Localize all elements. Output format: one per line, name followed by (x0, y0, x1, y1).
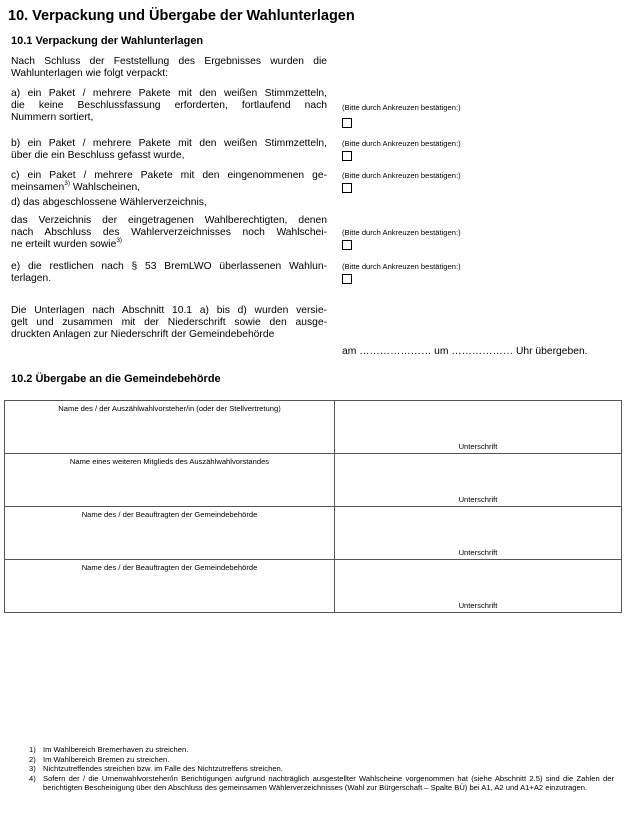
time-label: um (434, 346, 449, 357)
item-a-text (11, 88, 327, 125)
item-line: die keine Beschlussfassung erforderten, fortlaufend nach (11, 100, 327, 112)
closing-line: gelt und zusammen mit der Niederschrift sowie den ausge- (11, 317, 327, 329)
signature-field[interactable] (335, 401, 622, 454)
footnote-ref: 3) (64, 180, 71, 188)
date-field[interactable]: ………………… (359, 346, 432, 357)
intro-line: Wahlunterlagen wie folgt verpackt: (11, 68, 169, 80)
name-field[interactable] (5, 507, 335, 560)
signature-label: Unterschrift (458, 495, 498, 504)
subsection-title-packaging: 10.1 Verpackung der Wahlunterlagen (11, 35, 204, 47)
footnote: 4) Sofern der / die Urnenwahlvorsteher/in Berichtigungen aufgrund nachträglich ausgestellter Wahlscheine vorgenommen hat (siehe Abschnitt 2.5) sind die Zahlen der berichtigten Bescheinigung über den Abschluss des gemeinsamen Wählerverzeichnisses (Wahl zur Bürgerschaft – Spalte BÜ) bei A1, A2 und A1+A2 einzutragen. (29, 773, 614, 793)
footnote: 3) Nichtzutreffendes streichen bzw. im Falle des Nichtzutreffens streichen. (29, 764, 283, 774)
item-line: e) die restlichen nach § 53 BremLWO überlassenen Wahlun- (11, 261, 327, 272)
checkbox-item-b[interactable] (342, 151, 352, 161)
confirm-hint-e: (Bitte durch Ankreuzen bestätigen:) (342, 262, 461, 271)
signature-table (4, 400, 622, 613)
footnote: 1) Im Wahlbereich Bremerhaven zu streichen. (29, 745, 189, 754)
name-label: Name des / der Beauftragten der Gemeindebehörde (81, 563, 258, 572)
item-line: das Verzeichnis der eingetragenen Wahlberechtigten, denen (11, 215, 327, 226)
subsection-title-handover: 10.2 Übergabe an die Gemeindebehörde (11, 373, 221, 385)
signature-row (5, 454, 622, 507)
signature-field[interactable] (335, 560, 622, 613)
name-field[interactable] (5, 454, 335, 507)
item-register-text (11, 215, 327, 252)
checkbox-item-c[interactable] (342, 183, 352, 193)
item-line: nach Abschluss des Wahlerverzeichnisses noch Wahlschei- (11, 227, 327, 239)
name-label: Name eines weiteren Mitglieds des Auszählwahlvorstandes (69, 457, 270, 466)
item-e-text (11, 261, 327, 285)
item-line: Nummern sortiert, (11, 112, 94, 124)
handover-line (342, 346, 588, 357)
footnotes (29, 745, 614, 793)
signature-label: Unterschrift (458, 601, 498, 610)
signature-row (5, 507, 622, 560)
confirm-hint-b: (Bitte durch Ankreuzen bestätigen:) (342, 139, 461, 148)
closing-line: Die Unterlagen nach Abschnitt 10.1 a) bis d) wurden versie- (11, 305, 327, 316)
footnote-ref: 3) (116, 237, 123, 245)
confirm-hint-a: (Bitte durch Ankreuzen bestätigen:) (342, 103, 461, 112)
name-field[interactable] (5, 560, 335, 613)
checkbox-item-a[interactable] (342, 118, 352, 128)
item-line: terlagen. (11, 273, 52, 285)
signature-label: Unterschrift (458, 442, 498, 451)
item-c-text (11, 170, 327, 194)
signature-label: Unterschrift (458, 548, 498, 557)
intro-paragraph (11, 56, 327, 80)
signature-row (5, 560, 622, 613)
footnote: 2) Im Wahlbereich Bremen zu streichen. (29, 754, 170, 764)
item-line: c) ein Paket / mehrere Pakete mit den eingenommenen ge- (11, 170, 327, 181)
item-line: über die ein Beschluss gefasst wurde, (11, 150, 185, 162)
signature-field[interactable] (335, 507, 622, 560)
closing-line: druckten Anlagen zur Niederschrift der Gemeindebehörde (11, 329, 275, 341)
name-label: Name des / der Auszählwahlvorsteher/in (oder der Stellvertretung) (58, 404, 281, 413)
closing-paragraph (11, 305, 327, 342)
section-title: 10. Verpackung und Übergabe der Wahlunterlagen (8, 8, 355, 24)
item-line: ne erteilt wurden sowie$^{3)}$ (11, 237, 123, 251)
item-line: b) ein Paket / mehrere Pakete mit den weißen Stimmzetteln, (11, 138, 327, 149)
item-d-text (11, 197, 327, 209)
handover-suffix: Uhr übergeben. (515, 346, 588, 357)
item-line: d) das abgeschlossene Wählerverzeichnis, (11, 197, 207, 208)
date-label: am (342, 346, 357, 357)
checkbox-item-register[interactable] (342, 240, 352, 250)
name-field[interactable] (5, 401, 335, 454)
item-line: a) ein Paket / mehrere Pakete mit den weißen Stimmzetteln, (11, 88, 327, 99)
confirm-hint-c: (Bitte durch Ankreuzen bestätigen:) (342, 171, 461, 180)
time-field[interactable]: ……………… (451, 346, 514, 357)
intro-line: Nach Schluss der Feststellung des Ergebnisses wurden die (11, 56, 327, 67)
name-label: Name des / der Beauftragten der Gemeindebehörde (81, 510, 258, 519)
checkbox-item-e[interactable] (342, 274, 352, 284)
item-line: meinsamen$^{3)}$ Wahlscheinen, (11, 180, 141, 194)
confirm-hint-register: (Bitte durch Ankreuzen bestätigen:) (342, 228, 461, 237)
signature-row (5, 401, 622, 454)
signature-field[interactable] (335, 454, 622, 507)
item-b-text (11, 138, 327, 162)
